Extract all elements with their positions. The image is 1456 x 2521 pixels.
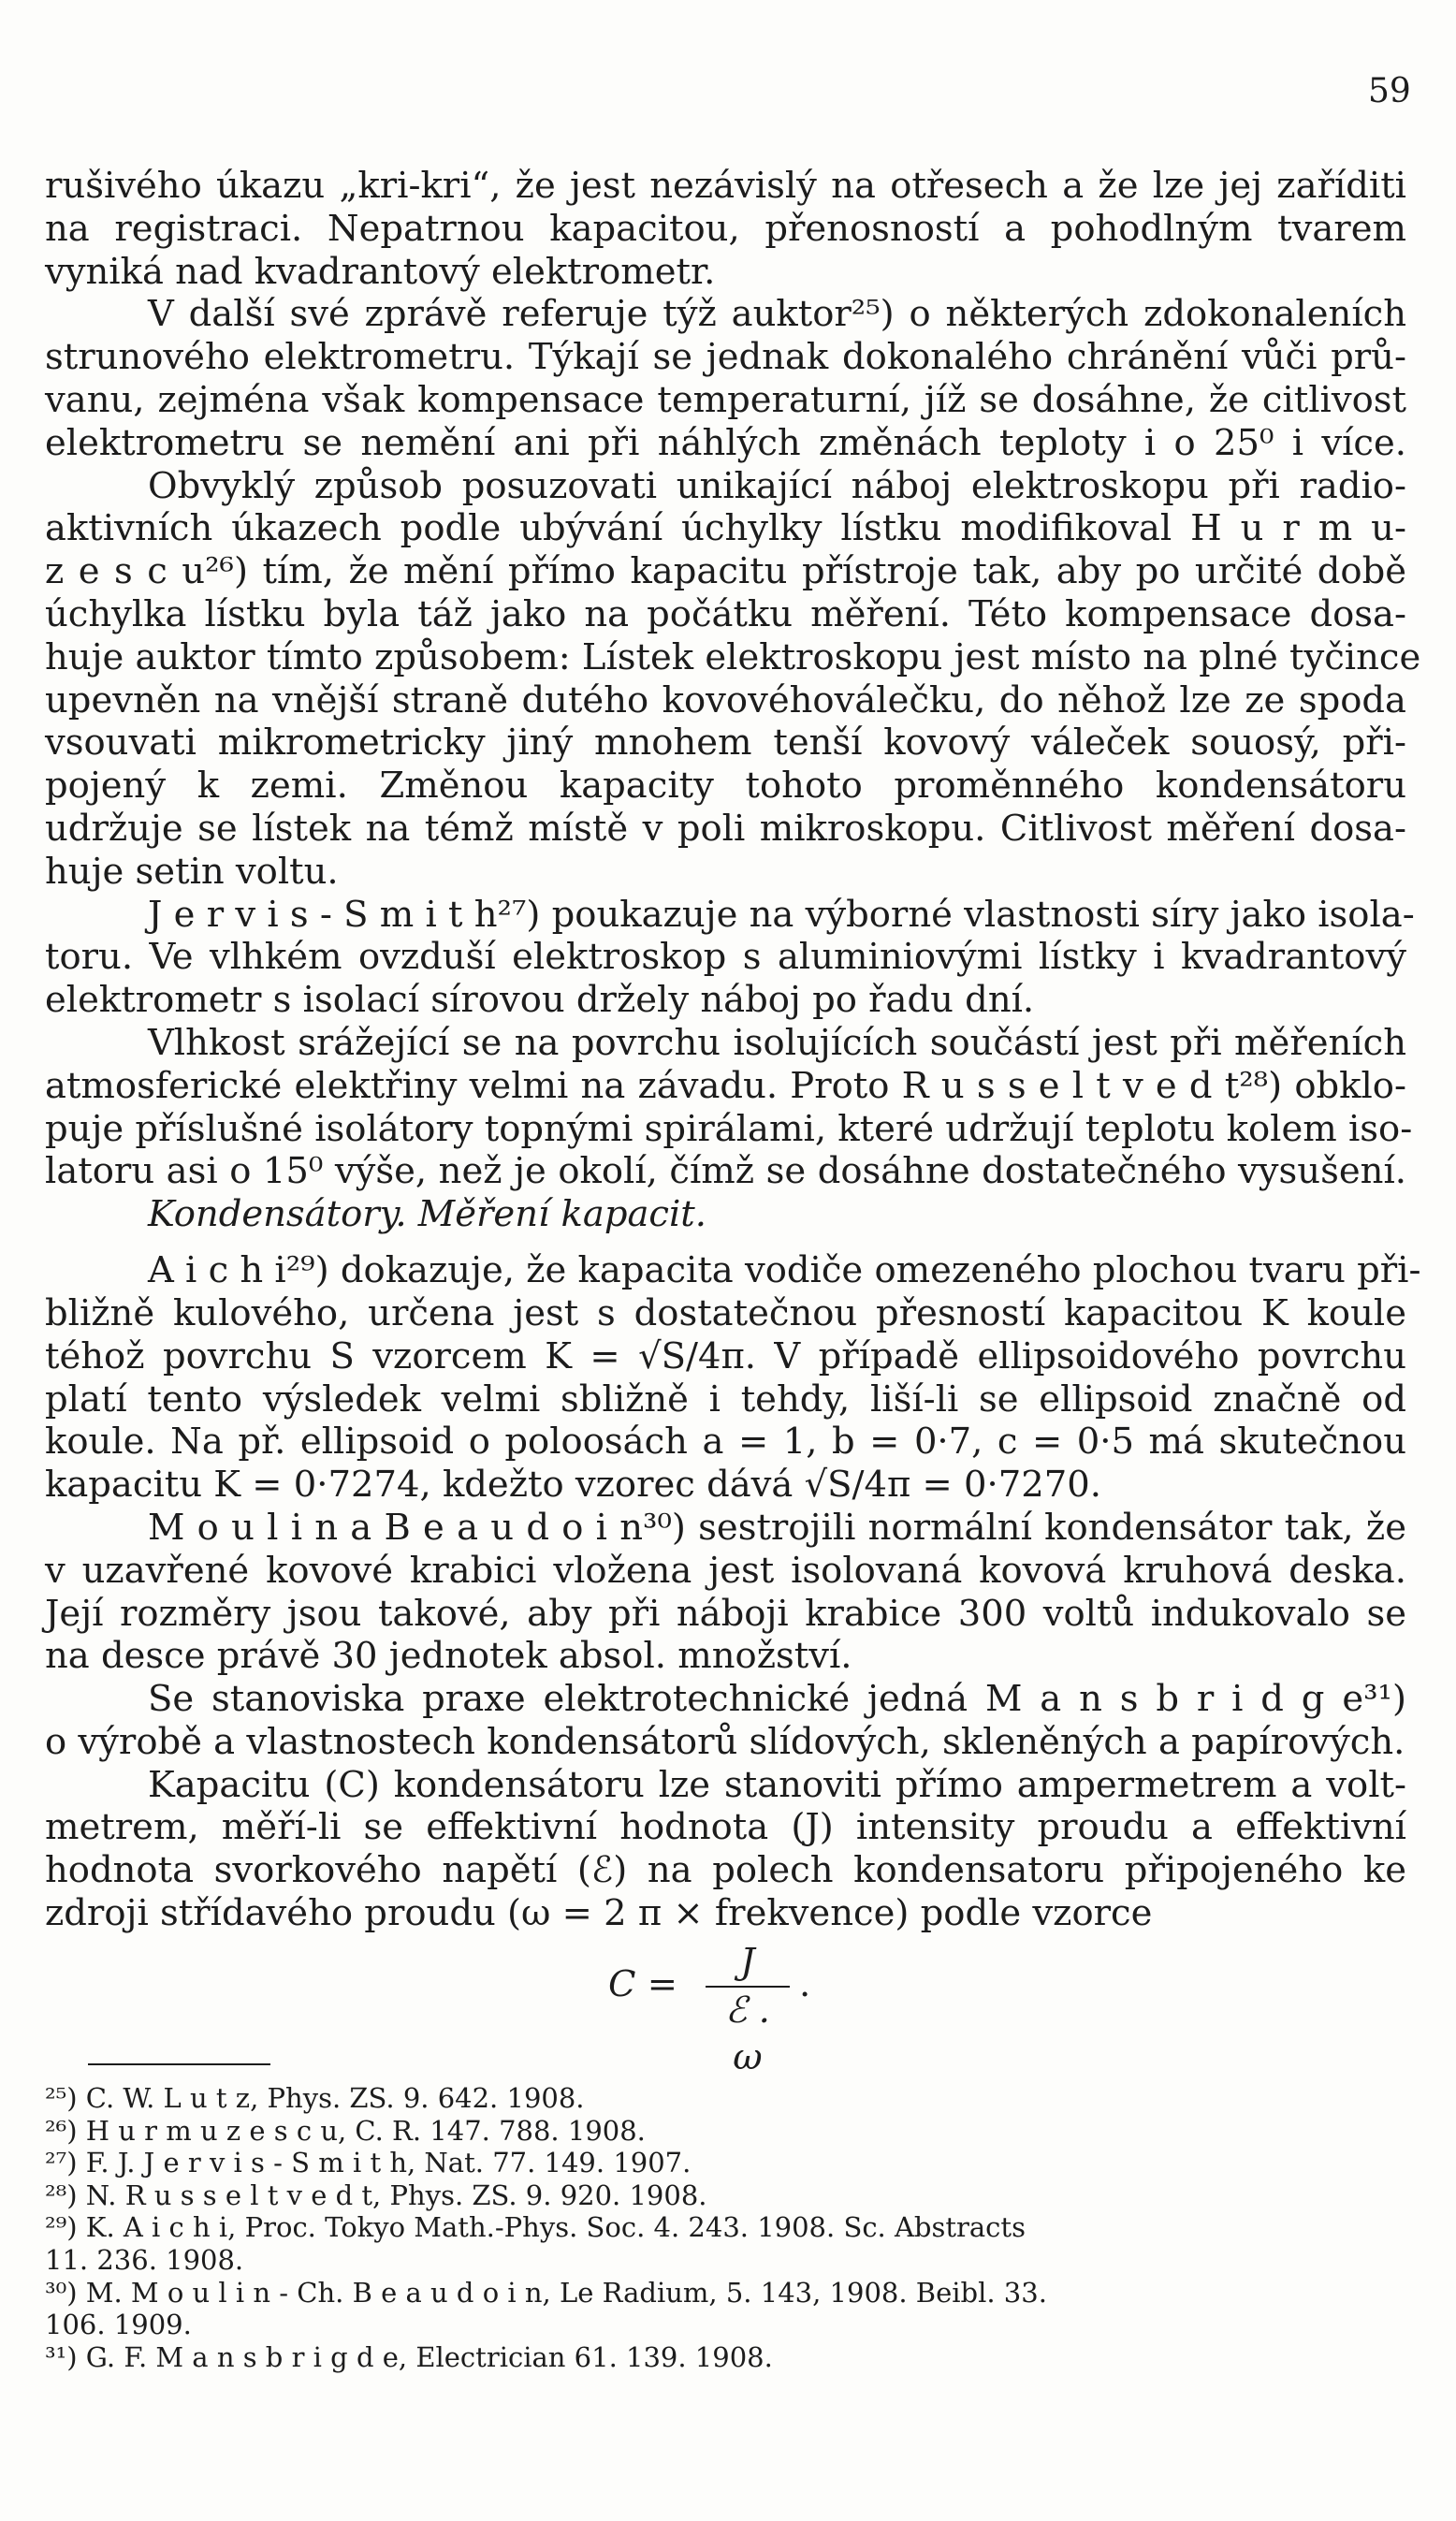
text-line: rušivého úkazu „kri-kri“, že jest nezávislý na otřesech a že lze jej zaříditi	[45, 165, 1406, 207]
text-line: zdroji střídavého proudu (ω = 2 π × frekvence) podle vzorce	[45, 1892, 1153, 1935]
text-line: Kapacitu (C) kondensátoru lze stanoviti přímo ampermetrem a volt-	[148, 1763, 1406, 1806]
text-line: elektrometr s isolací sírovou držely náboj po řadu dní.	[45, 979, 1035, 1022]
footnote: ²⁸) N. R u s s e l t v e d t, Phys. ZS. 9. 920. 1908.	[45, 2179, 707, 2211]
section-heading: Kondensátory. Měření kapacit.	[148, 1193, 707, 1236]
text-line: Její rozměry jsou takové, aby při náboji krabice 300 voltů indukovalo se	[45, 1592, 1406, 1635]
footnote: ³¹) G. F. M a n s b r i g d e, Electrician 61. 139. 1908.	[45, 2340, 773, 2373]
text-line: vsouvati mikrometricky jiný mnohem tenší kovový váleček souosý, při-	[45, 721, 1406, 765]
text-line: vyniká nad kvadrantový elektrometr.	[45, 250, 716, 293]
text-line: atmosferické elektřiny velmi na závadu. Proto R u s s e l t v e d t²⁸) obklo-	[45, 1064, 1406, 1107]
text-line: huje setin voltu.	[45, 850, 339, 893]
text-line: metrem, měří-li se effektivní hodnota (J) intensity proudu a effektivní	[45, 1806, 1406, 1849]
text-line: aktivních úkazech podle ubývání úchylky lístku modifikoval H u r m u-	[45, 507, 1406, 550]
text-line: upevněn na vnější straně dutého kovovéhoválečku, do něhož lze ze spoda	[45, 678, 1406, 721]
text-line: o výrobě a vlastnostech kondensátorů slídových, skleněných a papírových.	[45, 1720, 1405, 1763]
formula-end: .	[799, 1962, 811, 2005]
formula-lhs: C =	[608, 1962, 677, 2005]
text-line: J e r v i s - S m i t h²⁷) poukazuje na výborné vlastnosti síry jako isola-	[148, 893, 1415, 936]
text-line: Vlhkost srážející se na povrchu isolujících součástí jest při měřeních	[148, 1021, 1406, 1064]
footnotes	[45, 2082, 1406, 2373]
text-line: úchylka lístku byla táž jako na počátku měření. Této kompensace dosa-	[45, 592, 1406, 635]
text-line: kapacitu K = 0·7274, kdežto vzorec dává √S/4π = 0·7270.	[45, 1464, 1101, 1507]
text-line: A i c h i²⁹) dokazuje, že kapacita vodiče omezeného plochou tvaru při-	[148, 1249, 1421, 1292]
text-line: vanu, zejména však kompensace temperaturní, jíž se dosáhne, že citlivost	[45, 378, 1406, 421]
text-line: na registraci. Nepatrnou kapacitou, přenosností a pohodlným tvarem	[45, 207, 1406, 250]
text-line: hodnota svorkového napětí (ℰ) na polech kondensatoru připojeného ke	[45, 1849, 1406, 1892]
text-line: latoru asi o 15⁰ výše, než je okolí, čímž se dosáhne dostatečného vysušení.	[45, 1150, 1406, 1193]
footnote: ²⁵) C. W. L u t z, Phys. ZS. 9. 642. 1908.	[45, 2082, 585, 2114]
text-line: platí tento výsledek velmi sbližně i tehdy, liší-li se ellipsoid značně od	[45, 1377, 1406, 1421]
text-line: udržuje se lístek na témž místě v poli mikroskopu. Citlivost měření dosa-	[45, 807, 1406, 850]
text-line: huje auktor tímto způsobem: Lístek elektroskopu jest místo na plné tyčince	[45, 635, 1421, 678]
body-text	[45, 165, 1421, 2078]
footnote-continuation: 11. 236. 1908.	[45, 2243, 244, 2276]
text-line: Obvyklý způsob posuzovati unikající náboj elektroskopu při radio-	[148, 464, 1406, 507]
text-line: M o u l i n a B e a u d o i n³⁰) sestrojili normální kondensátor tak, že	[148, 1506, 1406, 1549]
text-line: v uzavřené kovové krabici vložena jest isolovaná kovová kruhová deska.	[45, 1549, 1406, 1592]
text-line: strunového elektrometru. Týkají se jednak dokonalého chránění vůči prů-	[45, 336, 1406, 379]
formula-denominator: ℰ . ω	[725, 1989, 770, 2078]
text-line: koule. Na př. ellipsoid o poloosách a = 1, b = 0·7, c = 0·5 má skutečnou	[45, 1421, 1406, 1464]
text-line: bližně kulového, určena jest s dostatečnou přesností kapacitou K koule	[45, 1291, 1406, 1334]
capacity-formula	[45, 1935, 1406, 2078]
text-line: téhož povrchu S vzorcem K = √S/4π. V případě ellipsoidového povrchu	[45, 1334, 1406, 1377]
page-number: 59	[1368, 72, 1411, 110]
text-line: toru. Ve vlhkém ovzduší elektroskop s aluminiovými lístky i kvadrantový	[45, 936, 1406, 979]
text-line: elektrometru se nemění ani při náhlých změnách teploty i o 25⁰ i více.	[45, 421, 1406, 464]
text-line: Se stanoviska praxe elektrotechnické jedná M a n s b r i d g e³¹)	[148, 1678, 1406, 1721]
footnote: ²⁹) K. A i c h i, Proc. Tokyo Math.-Phys. Soc. 4. 243. 1908. Sc. Abstracts	[45, 2211, 1026, 2244]
formula-fraction	[706, 1939, 790, 2081]
footnote: ²⁶) H u r m u z e s c u, C. R. 147. 788. 1908.	[45, 2114, 646, 2147]
footnote: ²⁷) F. J. J e r v i s - S m i t h, Nat. 77. 149. 1907.	[45, 2147, 692, 2179]
text-line: pojený k zemi. Změnou kapacity tohoto proměnného kondensátoru	[45, 765, 1406, 808]
text-line: na desce právě 30 jednotek absol. množství.	[45, 1635, 852, 1678]
footnote-divider	[88, 2063, 270, 2065]
text-line: V další své zprávě referuje týž auktor²⁵) o některých zdokonaleních	[148, 293, 1406, 336]
text-line: puje příslušné isolátory topnými spirálami, které udržují teplotu kolem iso-	[45, 1107, 1413, 1150]
text-line: z e s c u²⁶) tím, že mění přímo kapacitu přístroje tak, aby po určité době	[45, 550, 1406, 593]
footnote-continuation: 106. 1909.	[45, 2309, 192, 2341]
footnote: ³⁰) M. M o u l i n - Ch. B e a u d o i n, Le Radium, 5. 143, 1908. Beibl. 33.	[45, 2276, 1047, 2309]
formula-numerator: J	[706, 1939, 790, 1988]
